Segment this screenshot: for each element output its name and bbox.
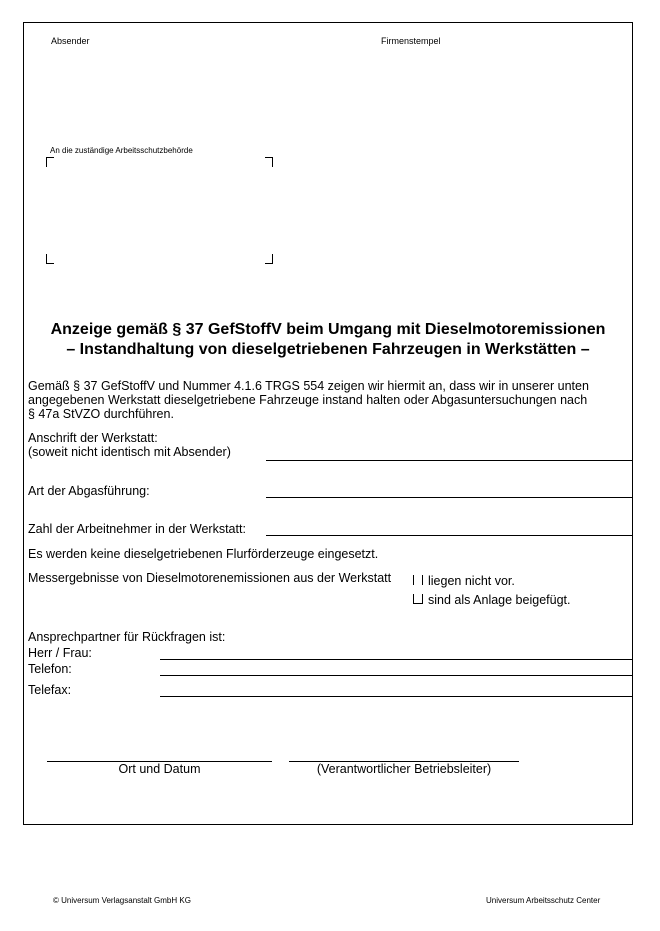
option-attached-label: sind als Anlage beigefügt.	[428, 593, 571, 607]
checkbox-not-available[interactable]	[413, 575, 423, 585]
checkbox-attached[interactable]	[413, 594, 423, 604]
intro-line: angegebenen Werkstatt dieselgetriebene Fahrzeuge instand halten oder Abgasuntersuchungen nach	[28, 393, 588, 407]
address-window-corner	[46, 157, 54, 167]
form-frame	[23, 22, 633, 825]
forklift-statement: Es werden keine dieselgetriebenen Flurförderzeuge eingesetzt.	[28, 547, 379, 561]
footer-brand: Universum Arbeitsschutz Center	[486, 896, 601, 905]
fax-field-line[interactable]	[160, 696, 633, 697]
stamp-label: Firmenstempel	[381, 36, 441, 46]
document-subtitle: – Instandhaltung von dieselgetriebenen Fahrzeugen in Werkstätten –	[66, 341, 590, 358]
address-note: (soweit nicht identisch mit Absender)	[28, 445, 231, 459]
document-title: Anzeige gemäß § 37 GefStoffV beim Umgang mit Dieselmotoremissionen	[50, 321, 606, 338]
sender-label: Absender	[51, 36, 90, 46]
address-window-corner	[265, 157, 273, 167]
manager-signature-label: (Verantwortlicher Betriebsleiter)	[316, 762, 492, 776]
fax-label: Telefax:	[28, 683, 72, 697]
address-window-corner	[46, 254, 54, 264]
address-field-line[interactable]	[266, 460, 633, 461]
option-not-available-label: liegen nicht vor.	[428, 574, 515, 588]
employees-label: Zahl der Arbeitnehmer in der Werkstatt:	[28, 522, 246, 536]
exhaust-label: Art der Abgasführung:	[28, 484, 150, 498]
intro-line: Gemäß § 37 GefStoffV und Nummer 4.1.6 TRGS 554 zeigen wir hiermit an, dass wir in unserer unten	[28, 379, 589, 393]
authority-label: An die zuständige Arbeitsschutzbehörde	[50, 146, 193, 155]
exhaust-field-line[interactable]	[266, 497, 633, 498]
person-label: Herr / Frau:	[28, 646, 92, 660]
person-field-line[interactable]	[160, 659, 633, 660]
employees-field-line[interactable]	[266, 535, 633, 536]
contact-heading: Ansprechpartner für Rückfragen ist:	[28, 630, 226, 644]
address-label: Anschrift der Werkstatt:	[28, 431, 158, 445]
footer-copyright: © Universum Verlagsanstalt GmbH KG	[53, 896, 191, 905]
address-window-corner	[265, 254, 273, 264]
intro-line: § 47a StVZO durchführen.	[28, 407, 174, 421]
measurements-label: Messergebnisse von Dieselmotorenemissionen aus der Werkstatt	[28, 571, 392, 585]
place-date-label: Ort und Datum	[118, 762, 201, 776]
phone-field-line[interactable]	[160, 675, 633, 676]
phone-label: Telefon:	[28, 662, 72, 676]
